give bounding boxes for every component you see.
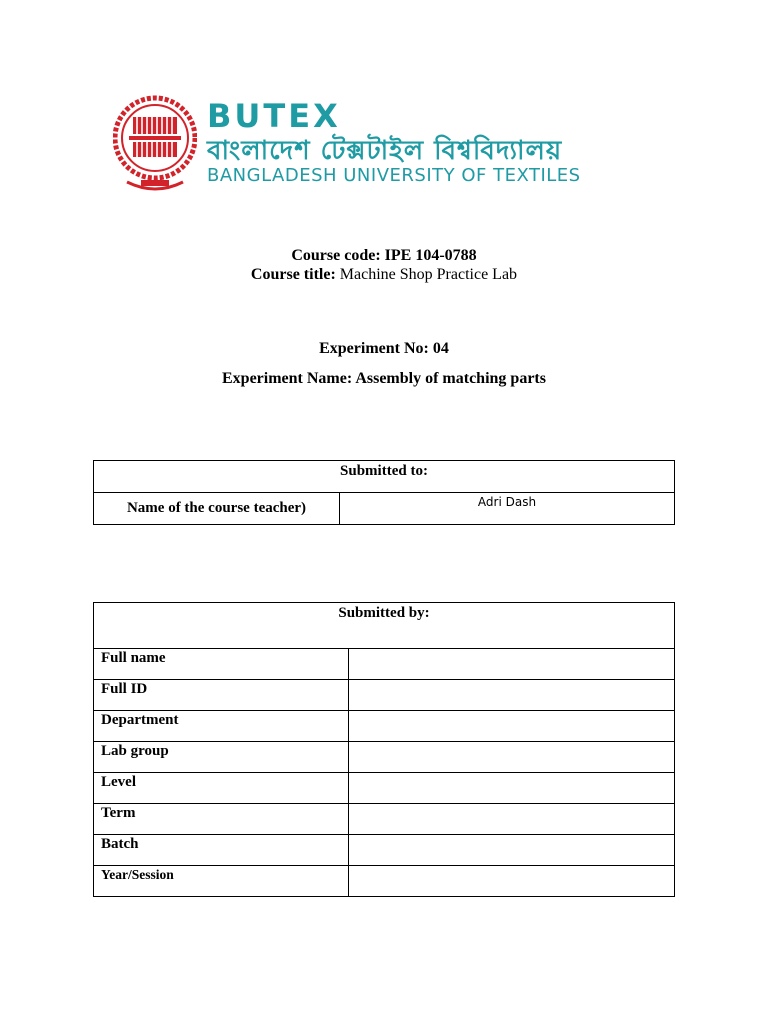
full-id-value[interactable] <box>349 680 675 711</box>
department-label: Department <box>94 711 349 742</box>
lab-group-value[interactable] <box>349 742 675 773</box>
teacher-name-label: Name of the course teacher) <box>94 493 340 525</box>
department-value[interactable] <box>349 711 675 742</box>
course-title-label: Course title: <box>250 266 336 283</box>
experiment-name-line <box>0 370 768 388</box>
lab-group-label: Lab group <box>94 742 349 773</box>
teacher-name-value[interactable]: Adri Dash <box>340 493 675 525</box>
full-id-label: Full ID <box>94 680 349 711</box>
experiment-no-label: Experiment No: <box>319 340 429 357</box>
table-row <box>94 711 675 742</box>
batch-label: Batch <box>94 835 349 866</box>
logo-name-en: BUTEX <box>207 97 341 135</box>
term-label: Term <box>94 804 349 835</box>
course-title-line <box>0 266 768 284</box>
course-code-value: IPE 104-0788 <box>384 247 477 264</box>
level-value[interactable] <box>349 773 675 804</box>
table-row <box>94 742 675 773</box>
full-name-label: Full name <box>94 649 349 680</box>
full-name-value[interactable] <box>349 649 675 680</box>
course-code-label: Course code: <box>291 247 381 264</box>
level-label: Level <box>94 773 349 804</box>
table-row <box>94 773 675 804</box>
submitted-by-table <box>93 602 675 897</box>
experiment-no-value: 04 <box>432 340 449 357</box>
submitted-to-table <box>93 460 675 525</box>
term-value[interactable] <box>349 804 675 835</box>
university-seal-icon <box>113 90 197 196</box>
submitted-to-header: Submitted to: <box>94 461 675 493</box>
table-row <box>94 866 675 897</box>
table-row <box>94 680 675 711</box>
experiment-no-line <box>0 340 768 358</box>
university-logo <box>113 90 633 200</box>
logo-full-name: BANGLADESH UNIVERSITY OF TEXTILES <box>207 165 581 186</box>
table-row <box>94 804 675 835</box>
logo-name-bn: বাংলাদেশ টেক্সটাইল বিশ্ববিদ্যালয় <box>207 136 563 166</box>
experiment-name-value: Assembly of matching parts <box>355 370 546 387</box>
submitted-by-header: Submitted by: <box>94 603 675 649</box>
table-row <box>94 835 675 866</box>
table-row <box>94 649 675 680</box>
year-session-label: Year/Session <box>94 866 349 897</box>
year-session-value[interactable] <box>349 866 675 897</box>
experiment-name-label: Experiment Name: <box>222 370 353 387</box>
course-code-line <box>0 247 768 265</box>
course-title-value: Machine Shop Practice Lab <box>339 266 518 283</box>
batch-value[interactable] <box>349 835 675 866</box>
